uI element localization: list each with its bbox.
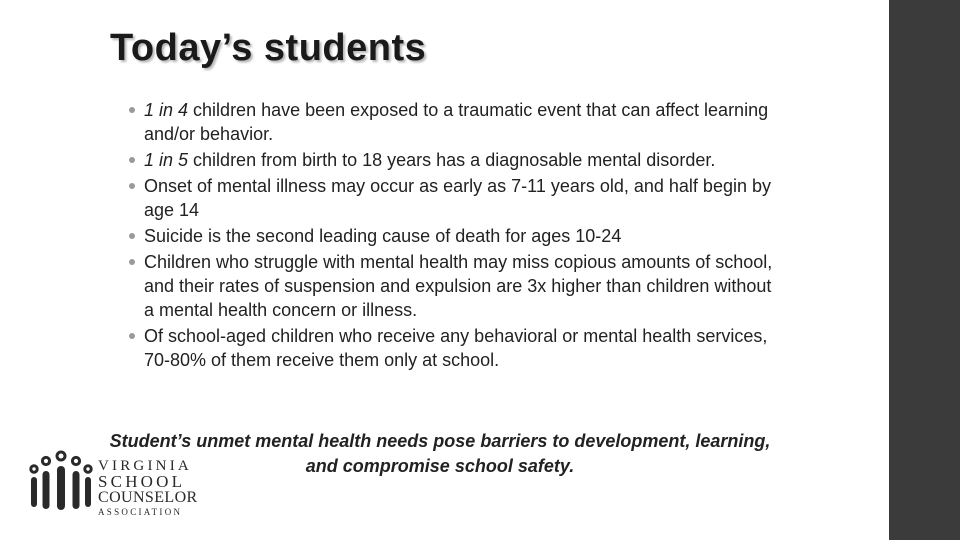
logo-line-2: SCHOOL: [98, 472, 186, 491]
bullet-text: Children who struggle with mental health may miss copious amounts of school, and their rates of suspension and expulsion are 3x higher than children without a mental health concern or illness.: [144, 252, 773, 320]
logo-line-4: ASSOCIATION: [98, 507, 183, 517]
bullet-item: [134, 98, 784, 146]
bullet-text: children have been exposed to a traumatic event that can affect learning and/or behavior.: [144, 100, 769, 144]
bullet-dot-icon: [129, 183, 135, 189]
logo-line-1: VIRGINIA: [98, 458, 192, 474]
bullet-item: [134, 224, 784, 248]
bullet-dot-icon: [129, 333, 135, 339]
logo-line-3: COUNSELOR: [98, 489, 198, 506]
bullet-text: Of school-aged children who receive any behavioral or mental health services, 70-80% of them receive them only at school.: [144, 326, 768, 370]
logo-wordmark: [98, 458, 198, 518]
bullet-item: [134, 174, 784, 222]
bullet-list: [134, 98, 784, 374]
bullet-text: Suicide is the second leading cause of death for ages 10-24: [144, 226, 622, 246]
vsca-logo: [28, 450, 198, 520]
right-accent-bar: [889, 0, 960, 540]
bullet-item: [134, 250, 784, 322]
bullet-emphasis: 1 in 5: [144, 150, 189, 170]
bullet-text: Onset of mental illness may occur as early as 7-11 years old, and half begin by age 14: [144, 176, 771, 220]
slide-title: Today’s students: [110, 27, 427, 69]
closing-statement: Student’s unmet mental health needs pose barriers to development, learning, and compromise school safety.: [109, 431, 771, 476]
bullet-emphasis: 1 in 4: [144, 100, 189, 120]
bullet-dot-icon: [129, 107, 135, 113]
bullet-item: [134, 324, 784, 372]
bullet-text: children from birth to 18 years has a diagnosable mental disorder.: [188, 150, 716, 170]
bullet-dot-icon: [129, 259, 135, 265]
bullet-item: [134, 148, 784, 172]
bullet-dot-icon: [129, 157, 135, 163]
bullet-dot-icon: [129, 233, 135, 239]
people-mark-icon: [28, 450, 94, 518]
